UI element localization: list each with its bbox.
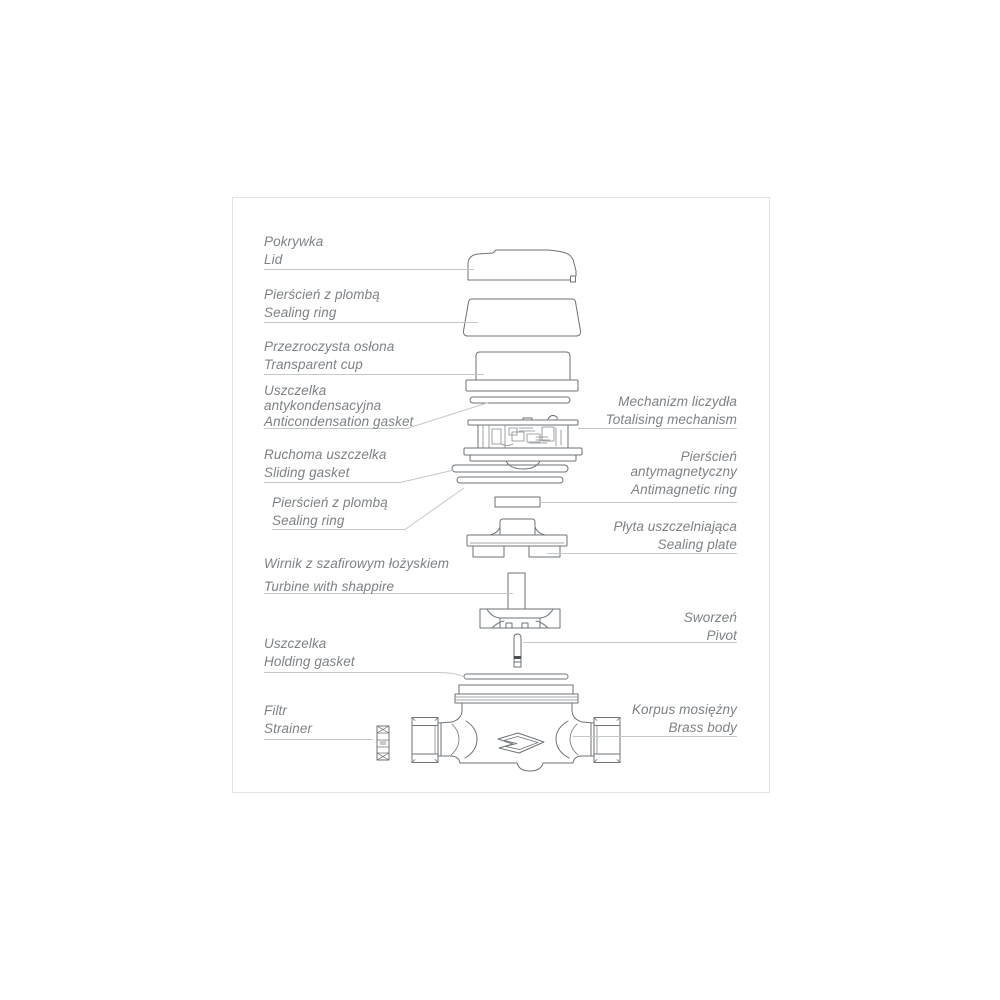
label-transparent-cup [264, 338, 394, 374]
label-turbine-en: Turbine with shappire [264, 579, 395, 594]
label-sealing-ring-1-en: Sealing ring [264, 305, 337, 320]
part-turbine-drawing [480, 573, 560, 628]
label-antimagnetic-ring [630, 450, 737, 498]
label-antimagnetic-ring-pl2: antymagnetyczny [630, 463, 737, 479]
label-anticondensation-gasket-pl2: antykondensacyjna [264, 397, 382, 413]
part-transparent-cup-drawing [466, 352, 578, 391]
right-hex-fitting [594, 718, 620, 763]
label-sealing-plate-en: Sealing plate [657, 537, 737, 552]
label-strainer-en: Strainer [264, 721, 313, 736]
label-strainer-pl: Filtr [264, 703, 287, 718]
label-totalising-mechanism-pl: Mechanizm liczydła [618, 394, 737, 409]
label-sealing-ring-2-pl: Pierścień z plombą [272, 495, 388, 510]
label-holding-gasket-en: Holding gasket [264, 654, 355, 669]
label-pivot [684, 609, 737, 645]
label-turbine [264, 552, 449, 598]
label-anticondensation-gasket-en: Anticondensation gasket [264, 414, 414, 429]
label-totalising-mechanism-en: Totalising mechanism [605, 412, 737, 427]
part-sealing-plate-drawing [467, 519, 567, 557]
label-totalising-mechanism [606, 393, 737, 429]
flow-direction-chevron-icon [498, 733, 544, 753]
label-pivot-en: Pivot [706, 628, 737, 643]
label-sealing-ring-2 [272, 494, 388, 530]
label-transparent-cup-pl: Przezroczysta osłona [264, 339, 395, 354]
left-hex-fitting [412, 718, 438, 763]
label-sliding-gasket-en: Sliding gasket [264, 465, 350, 480]
label-anticondensation-gasket-pl1: Uszczelka [264, 383, 327, 398]
part-antimagnetic-ring-drawing [495, 497, 540, 507]
label-lid-en: Lid [264, 252, 283, 267]
label-lid [264, 233, 323, 269]
label-antimagnetic-ring-en: Antimagnetic ring [630, 482, 737, 497]
label-pivot-pl: Sworzeń [683, 610, 737, 625]
leader-holding-gasket [264, 673, 464, 678]
label-holding-gasket [264, 635, 355, 671]
label-antimagnetic-ring-pl1: Pierścień [680, 449, 737, 464]
part-strainer-drawing [377, 726, 389, 760]
label-sliding-gasket-pl: Ruchoma uszczelka [264, 447, 387, 462]
part-anticondensation-gasket-drawing [470, 397, 570, 403]
label-transparent-cup-en: Transparent cup [264, 357, 363, 372]
part-brass-body-drawing [412, 685, 620, 771]
part-holding-gasket-drawing [464, 674, 568, 679]
label-sealing-ring-1-pl: Pierścień z plombą [264, 287, 380, 302]
label-sealing-plate-pl: Płyta uszczelniająca [613, 519, 737, 534]
label-holding-gasket-pl: Uszczelka [264, 636, 327, 651]
label-sealing-ring-2-en: Sealing ring [272, 513, 345, 528]
label-brass-body [632, 701, 737, 737]
label-sealing-plate [613, 518, 737, 554]
label-lid-pl: Pokrywka [264, 234, 324, 249]
part-lid-drawing [468, 250, 576, 282]
label-brass-body-en: Brass body [668, 720, 737, 735]
label-sealing-ring-1 [264, 286, 380, 322]
label-strainer [264, 702, 312, 738]
label-turbine-pl: Wirnik z szafirowym łożyskiem [264, 556, 450, 571]
label-sliding-gasket [264, 446, 387, 482]
part-sealing-ring-1-drawing [463, 299, 580, 336]
part-pivot-drawing [514, 634, 521, 667]
part-totalising-mechanism-drawing [464, 415, 582, 469]
label-brass-body-pl: Korpus mosiężny [631, 702, 737, 717]
label-anticondensation-gasket [264, 384, 413, 430]
part-sealing-ring-2-drawing [457, 477, 563, 483]
